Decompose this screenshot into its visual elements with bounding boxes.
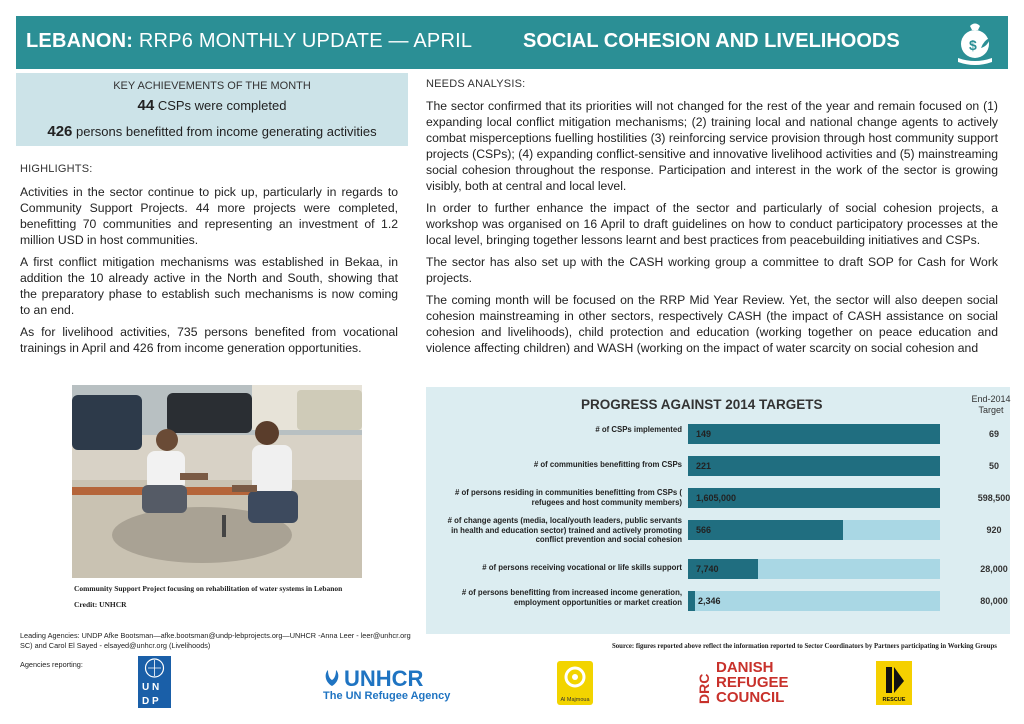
- needs-paragraph: The sector has also set up with the CASH working group a committee to draft SOP for Cash for Work projects.: [426, 255, 998, 285]
- irc-logo: RESCUE: [876, 661, 912, 705]
- highlights-section: [20, 163, 398, 362]
- chart-bar-remaining: [688, 591, 940, 611]
- chart-source: Source: figures reported above reflect the information reported to Sector Coordinators by Partners participating in Working Groups: [612, 643, 997, 650]
- undp-logo: [138, 656, 171, 708]
- chart-row-label: # of persons receiving vocational or life skills support: [482, 563, 682, 572]
- chart-target-value: 28,000: [980, 564, 1008, 574]
- achievement-csps: 44 CSPs were completed: [137, 97, 287, 114]
- chart-row-label: # of communities benefitting from CSPs: [533, 460, 682, 469]
- chart-bar: [688, 456, 940, 476]
- chart-bar-value-label: 149: [696, 429, 712, 439]
- chart-title: PROGRESS AGAINST 2014 TARGETS: [581, 397, 823, 412]
- page-header: [16, 16, 1008, 69]
- highlights-paragraph: Activities in the sector continue to pick up, particularly in regards to Community Support Projects. 44 more projects were completed, benefitting 70 communities and representing an investment of 1.2 million USD in host communities.: [20, 185, 398, 247]
- highlights-paragraph: A first conflict mitigation mechanisms was established in Bekaa, in addition the 10 already active in the North and South, showing that the preparatory phase to establish such mechanisms is now coming to an end.: [20, 255, 398, 317]
- chart-target-value: 598,500: [977, 493, 1011, 503]
- needs-analysis-section: [426, 78, 998, 362]
- unhcr-emblem-icon: [322, 668, 342, 688]
- key-achievements-box: [16, 73, 408, 146]
- svg-text:U N: U N: [142, 682, 160, 693]
- needs-heading: NEEDS ANALYSIS:: [426, 78, 526, 90]
- al-majmoua-logo: Al Majmoua: [557, 661, 593, 705]
- photo-caption: Community Support Project focusing on rehabilitation of water systems in Lebanon: [74, 584, 343, 593]
- chart-target-value: 80,000: [980, 596, 1008, 606]
- achievement-income: 426 persons benefitted from income generating activities: [47, 123, 377, 140]
- chart-bar-value-label: 1,605,000: [696, 493, 737, 503]
- chart-target-value: 920: [986, 525, 1002, 535]
- svg-text:D P: D P: [142, 696, 159, 707]
- chart-target-value: 69: [988, 429, 999, 439]
- needs-paragraph: In order to further enhance the impact of the sector and particularly of social cohesion projects, a workshop was organised on 16 April to draft guidelines on how to conduct participatory processes at the local level, bringing together lessons learnt and best practices from peacebuilding initiatives and CSPs.: [426, 201, 998, 247]
- chart-bar-value-label: 221: [696, 461, 712, 471]
- chart-bar-value-label: 566: [696, 525, 712, 535]
- photo-credit: Credit: UNHCR: [74, 600, 127, 609]
- field-photo: [72, 385, 362, 578]
- svg-text:$: $: [969, 37, 977, 53]
- section-title: SOCIAL COHESION AND LIVELIHOODS: [523, 30, 900, 52]
- agencies-reporting: Agencies reporting:: [20, 660, 83, 669]
- highlights-heading: HIGHLIGHTS:: [20, 163, 93, 175]
- highlights-paragraph: As for livelihood activities, 735 persons benefited from vocational trainings in April and 426 from income generation opportunities.: [20, 325, 398, 355]
- page-title: LEBANON: RRP6 MONTHLY UPDATE — APRIL: [26, 30, 473, 52]
- unhcr-logo-text: UNHCR: [344, 666, 424, 691]
- progress-chart: [426, 387, 1010, 634]
- drc-logo-text: DANISH REFUGEE COUNCIL: [716, 659, 789, 706]
- target-header: End-2014 Target: [971, 394, 1011, 415]
- key-achievements-title: KEY ACHIEVEMENTS OF THE MONTH: [113, 80, 311, 92]
- chart-row-label: # of persons benefitting from increased income generation, employment opportunities or market creation: [461, 588, 682, 607]
- chart-row-label: # of persons residing in communities benefitting from CSPs ( refugees and host community members): [454, 488, 682, 507]
- chart-bar: [688, 424, 940, 444]
- chart-bar: [688, 591, 695, 611]
- needs-paragraph: The sector confirmed that its priorities will not changed for the rest of the year and remain focused on (1) expanding local conflict mitigation mechanisms; (2) training local and national change agents to actively combat misperceptions fuelling hostilities (3) reinforcing service provision through host community support projects (CSPs); (4) expanding conflict-sensitive and innovative livelihood activities and (5) mainstreaming social cohesion throughout the response. Participation and interest in the work of the sector is growing visibly, both at central and local level.: [426, 99, 998, 193]
- drc-mark-icon: [697, 662, 711, 706]
- unhcr-tagline: The UN Refugee Agency: [323, 690, 451, 702]
- chart-row-label: # of CSPs implemented: [595, 425, 682, 434]
- chart-bar-value-label: 2,346: [698, 596, 721, 606]
- chart-bar-value-label: 7,740: [696, 564, 719, 574]
- money-bag-plant-icon: [950, 18, 1000, 68]
- chart-row-label: # of change agents (media, local/youth leaders, public servants in health and education sector) trained and actively promoting conflict prevention and social cohesion: [447, 516, 682, 544]
- needs-paragraph: The coming month will be focused on the RRP Mid Year Review. Yet, the sector will also deepen social cohesion mainstreaming in other sectors, respectively CASH (the impact of CASH assistance on social cohesion and livelihoods), child protection and education (working together on peace education and violence affecting children) and WASH (working on the impact of water scarcity on social cohesion and: [426, 293, 998, 355]
- leading-agencies: Leading Agencies: UNDP Afke Bootsman—afke.bootsman@undp-lebprojects.org—UNHCR -Anna Leer - leer@unhcr.org SC) and Carol El Sayed - elsayed@unhcr.org (Livelihoods): [20, 631, 411, 650]
- chart-bar: [688, 520, 843, 540]
- chart-target-value: 50: [988, 461, 999, 471]
- svg-text:DRC: DRC: [696, 673, 712, 704]
